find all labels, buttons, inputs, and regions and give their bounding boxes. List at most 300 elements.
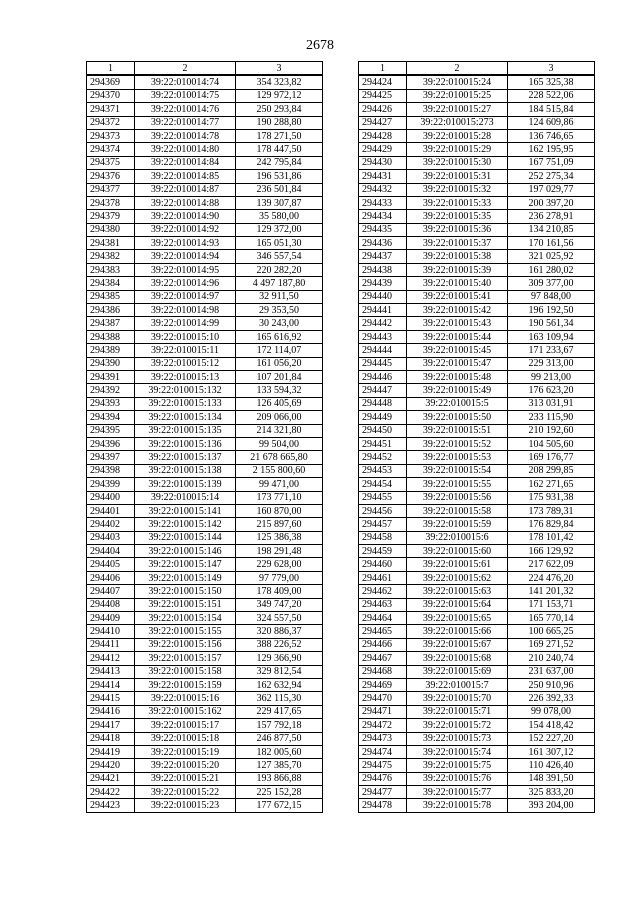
value-cell: 175 931,38 xyxy=(508,491,595,504)
header-row xyxy=(359,62,595,76)
table-row xyxy=(359,237,595,250)
cadastral-number-cell: 39:22:010015:138 xyxy=(135,464,236,477)
cadastral-number-cell: 39:22:010015:30 xyxy=(407,156,508,169)
table-row xyxy=(87,370,323,383)
row-number-cell: 294411 xyxy=(87,638,135,651)
cadastral-number-cell: 39:22:010015:11 xyxy=(135,344,236,357)
row-number-cell: 294470 xyxy=(359,692,407,705)
cadastral-number-cell: 39:22:010015:73 xyxy=(407,732,508,745)
value-cell: 214 321,80 xyxy=(236,424,323,437)
value-cell: 99 213,00 xyxy=(508,370,595,383)
row-number-cell: 294478 xyxy=(359,799,407,812)
row-number-cell: 294404 xyxy=(87,545,135,558)
table-row xyxy=(87,304,323,317)
value-cell: 32 911,50 xyxy=(236,290,323,303)
cadastral-number-cell: 39:22:010015:77 xyxy=(407,786,508,799)
row-number-cell: 294417 xyxy=(87,719,135,732)
table-row xyxy=(359,290,595,303)
cadastral-number-cell: 39:22:010015:64 xyxy=(407,598,508,611)
cadastral-number-cell: 39:22:010015:53 xyxy=(407,451,508,464)
table-row xyxy=(87,518,323,531)
value-cell: 220 282,20 xyxy=(236,263,323,276)
cadastral-number-cell: 39:22:010014:77 xyxy=(135,116,236,129)
table-row xyxy=(87,719,323,732)
cadastral-number-cell: 39:22:010014:94 xyxy=(135,250,236,263)
row-number-cell: 294378 xyxy=(87,196,135,209)
row-number-cell: 294432 xyxy=(359,183,407,196)
row-number-cell: 294402 xyxy=(87,518,135,531)
value-cell: 210 240,74 xyxy=(508,652,595,665)
value-cell: 231 637,00 xyxy=(508,665,595,678)
cadastral-number-cell: 39:22:010015:78 xyxy=(407,799,508,812)
table-row xyxy=(359,330,595,343)
cadastral-number-cell: 39:22:010014:92 xyxy=(135,223,236,236)
value-cell: 167 751,09 xyxy=(508,156,595,169)
cadastral-number-cell: 39:22:010015:139 xyxy=(135,478,236,491)
table-row xyxy=(87,75,323,89)
row-number-cell: 294460 xyxy=(359,558,407,571)
row-number-cell: 294420 xyxy=(87,759,135,772)
cadastral-number-cell: 39:22:010014:76 xyxy=(135,103,236,116)
table-row xyxy=(359,598,595,611)
table-row xyxy=(87,585,323,598)
right-table-body xyxy=(359,75,595,812)
row-number-cell: 294467 xyxy=(359,652,407,665)
row-number-cell: 294441 xyxy=(359,304,407,317)
value-cell: 129 372,00 xyxy=(236,223,323,236)
value-cell: 309 377,00 xyxy=(508,277,595,290)
value-cell: 169 271,52 xyxy=(508,638,595,651)
cadastral-number-cell: 39:22:010015:273 xyxy=(407,116,508,129)
table-row xyxy=(359,75,595,89)
cadastral-number-cell: 39:22:010015:17 xyxy=(135,719,236,732)
cadastral-number-cell: 39:22:010015:47 xyxy=(407,357,508,370)
cadastral-number-cell: 39:22:010014:84 xyxy=(135,156,236,169)
value-cell: 228 522,06 xyxy=(508,89,595,102)
row-number-cell: 294454 xyxy=(359,478,407,491)
value-cell: 99 504,00 xyxy=(236,437,323,450)
table-row xyxy=(359,705,595,718)
cadastral-number-cell: 39:22:010015:159 xyxy=(135,678,236,691)
value-cell: 198 291,48 xyxy=(236,545,323,558)
row-number-cell: 294424 xyxy=(359,75,407,89)
row-number-cell: 294434 xyxy=(359,210,407,223)
table-row xyxy=(87,250,323,263)
value-cell: 393 204,00 xyxy=(508,799,595,812)
table-row xyxy=(87,330,323,343)
cadastral-number-cell: 39:22:010015:134 xyxy=(135,411,236,424)
value-cell: 196 192,50 xyxy=(508,304,595,317)
cadastral-number-cell: 39:22:010015:54 xyxy=(407,464,508,477)
row-number-cell: 294435 xyxy=(359,223,407,236)
table-row xyxy=(87,705,323,718)
table-row xyxy=(359,571,595,584)
value-cell: 210 192,60 xyxy=(508,424,595,437)
cadastral-number-cell: 39:22:010015:72 xyxy=(407,719,508,732)
table-row xyxy=(87,237,323,250)
table-row xyxy=(359,799,595,812)
row-number-cell: 294374 xyxy=(87,143,135,156)
cadastral-number-cell: 39:22:010014:78 xyxy=(135,129,236,142)
table-row xyxy=(359,357,595,370)
table-row xyxy=(87,692,323,705)
cadastral-number-cell: 39:22:010014:74 xyxy=(135,75,236,89)
value-cell: 4 497 187,80 xyxy=(236,277,323,290)
value-cell: 173 789,31 xyxy=(508,504,595,517)
row-number-cell: 294386 xyxy=(87,304,135,317)
row-number-cell: 294436 xyxy=(359,237,407,250)
row-number-cell: 294449 xyxy=(359,411,407,424)
table-row xyxy=(359,518,595,531)
value-cell: 21 678 665,80 xyxy=(236,451,323,464)
value-cell: 30 243,00 xyxy=(236,317,323,330)
table-row xyxy=(359,464,595,477)
row-number-cell: 294419 xyxy=(87,745,135,758)
value-cell: 124 609,86 xyxy=(508,116,595,129)
table-row xyxy=(359,116,595,129)
value-cell: 110 426,40 xyxy=(508,759,595,772)
row-number-cell: 294475 xyxy=(359,759,407,772)
table-row xyxy=(87,170,323,183)
cadastral-number-cell: 39:22:010014:95 xyxy=(135,263,236,276)
value-cell: 139 307,87 xyxy=(236,196,323,209)
cadastral-number-cell: 39:22:010014:80 xyxy=(135,143,236,156)
value-cell: 252 275,34 xyxy=(508,170,595,183)
table-row xyxy=(87,437,323,450)
cadastral-number-cell: 39:22:010015:76 xyxy=(407,772,508,785)
row-number-cell: 294377 xyxy=(87,183,135,196)
row-number-cell: 294399 xyxy=(87,478,135,491)
value-cell: 246 877,50 xyxy=(236,732,323,745)
cadastral-number-cell: 39:22:010015:25 xyxy=(407,89,508,102)
cadastral-number-cell: 39:22:010014:99 xyxy=(135,317,236,330)
table-row xyxy=(87,652,323,665)
cadastral-number-cell: 39:22:010015:63 xyxy=(407,585,508,598)
value-cell: 141 201,32 xyxy=(508,585,595,598)
value-cell: 161 280,02 xyxy=(508,263,595,276)
row-number-cell: 294388 xyxy=(87,330,135,343)
cadastral-number-cell: 39:22:010015:136 xyxy=(135,437,236,450)
table-row xyxy=(359,719,595,732)
row-number-cell: 294390 xyxy=(87,357,135,370)
cadastral-number-cell: 39:22:010015:58 xyxy=(407,504,508,517)
row-number-cell: 294465 xyxy=(359,625,407,638)
table-row xyxy=(359,143,595,156)
value-cell: 217 622,09 xyxy=(508,558,595,571)
table-row xyxy=(359,196,595,209)
cadastral-number-cell: 39:22:010015:33 xyxy=(407,196,508,209)
row-number-cell: 294413 xyxy=(87,665,135,678)
cadastral-number-cell: 39:22:010014:87 xyxy=(135,183,236,196)
value-cell: 169 176,77 xyxy=(508,451,595,464)
row-number-cell: 294431 xyxy=(359,170,407,183)
cadastral-number-cell: 39:22:010015:20 xyxy=(135,759,236,772)
cadastral-number-cell: 39:22:010015:40 xyxy=(407,277,508,290)
cadastral-number-cell: 39:22:010015:132 xyxy=(135,384,236,397)
table-row xyxy=(359,451,595,464)
row-number-cell: 294444 xyxy=(359,344,407,357)
table-row xyxy=(359,491,595,504)
value-cell: 134 210,85 xyxy=(508,223,595,236)
table-row xyxy=(87,545,323,558)
cadastral-number-cell: 39:22:010015:44 xyxy=(407,330,508,343)
table-row xyxy=(359,170,595,183)
cadastral-number-cell: 39:22:010015:162 xyxy=(135,705,236,718)
cadastral-number-cell: 39:22:010015:28 xyxy=(407,129,508,142)
row-number-cell: 294433 xyxy=(359,196,407,209)
value-cell: 197 029,77 xyxy=(508,183,595,196)
row-number-cell: 294438 xyxy=(359,263,407,276)
table-row xyxy=(359,411,595,424)
row-number-cell: 294384 xyxy=(87,277,135,290)
value-cell: 165 325,38 xyxy=(508,75,595,89)
row-number-cell: 294461 xyxy=(359,571,407,584)
table-row xyxy=(87,89,323,102)
table-row xyxy=(359,424,595,437)
cadastral-number-cell: 39:22:010015:67 xyxy=(407,638,508,651)
table-row xyxy=(359,183,595,196)
value-cell: 29 353,50 xyxy=(236,304,323,317)
cadastral-number-cell: 39:22:010015:156 xyxy=(135,638,236,651)
cadastral-number-cell: 39:22:010015:74 xyxy=(407,745,508,758)
value-cell: 313 031,91 xyxy=(508,397,595,410)
cadastral-number-cell: 39:22:010015:19 xyxy=(135,745,236,758)
table-row xyxy=(87,317,323,330)
cadastral-number-cell: 39:22:010015:41 xyxy=(407,290,508,303)
value-cell: 104 505,60 xyxy=(508,437,595,450)
table-row xyxy=(359,304,595,317)
value-cell: 178 101,42 xyxy=(508,531,595,544)
table-row xyxy=(359,89,595,102)
cadastral-number-cell: 39:22:010015:144 xyxy=(135,531,236,544)
cadastral-number-cell: 39:22:010015:55 xyxy=(407,478,508,491)
cadastral-number-cell: 39:22:010015:146 xyxy=(135,545,236,558)
cadastral-number-cell: 39:22:010014:98 xyxy=(135,304,236,317)
row-number-cell: 294464 xyxy=(359,612,407,625)
value-cell: 2 155 800,60 xyxy=(236,464,323,477)
cadastral-number-cell: 39:22:010015:66 xyxy=(407,625,508,638)
cadastral-number-cell: 39:22:010015:52 xyxy=(407,437,508,450)
value-cell: 163 109,94 xyxy=(508,330,595,343)
cadastral-number-cell: 39:22:010014:93 xyxy=(135,237,236,250)
cadastral-number-cell: 39:22:010015:59 xyxy=(407,518,508,531)
table-row xyxy=(87,678,323,691)
value-cell: 178 271,50 xyxy=(236,129,323,142)
table-row xyxy=(359,397,595,410)
row-number-cell: 294452 xyxy=(359,451,407,464)
table-row xyxy=(87,799,323,812)
value-cell: 125 386,38 xyxy=(236,531,323,544)
value-cell: 176 829,84 xyxy=(508,518,595,531)
page-number: 2678 xyxy=(306,38,334,53)
cadastral-number-cell: 39:22:010015:37 xyxy=(407,237,508,250)
table-row xyxy=(359,384,595,397)
cadastral-number-cell: 39:22:010015:158 xyxy=(135,665,236,678)
table-row xyxy=(359,103,595,116)
value-cell: 165 770,14 xyxy=(508,612,595,625)
table-row xyxy=(87,116,323,129)
row-number-cell: 294451 xyxy=(359,437,407,450)
table-row xyxy=(359,786,595,799)
table-row xyxy=(359,692,595,705)
value-cell: 148 391,50 xyxy=(508,772,595,785)
value-cell: 320 886,37 xyxy=(236,625,323,638)
table-row xyxy=(87,772,323,785)
cadastral-number-cell: 39:22:010015:36 xyxy=(407,223,508,236)
row-number-cell: 294459 xyxy=(359,545,407,558)
row-number-cell: 294415 xyxy=(87,692,135,705)
row-number-cell: 294426 xyxy=(359,103,407,116)
table-row xyxy=(359,437,595,450)
table-row xyxy=(359,545,595,558)
row-number-cell: 294376 xyxy=(87,170,135,183)
row-number-cell: 294375 xyxy=(87,156,135,169)
value-cell: 161 056,20 xyxy=(236,357,323,370)
value-cell: 178 447,50 xyxy=(236,143,323,156)
table-row xyxy=(359,504,595,517)
row-number-cell: 294476 xyxy=(359,772,407,785)
cadastral-number-cell: 39:22:010014:97 xyxy=(135,290,236,303)
table-row xyxy=(359,370,595,383)
cadastral-number-cell: 39:22:010015:50 xyxy=(407,411,508,424)
table-row xyxy=(87,598,323,611)
value-cell: 152 227,20 xyxy=(508,732,595,745)
row-number-cell: 294369 xyxy=(87,75,135,89)
row-number-cell: 294469 xyxy=(359,678,407,691)
row-number-cell: 294394 xyxy=(87,411,135,424)
row-number-cell: 294401 xyxy=(87,504,135,517)
table-row xyxy=(359,638,595,651)
value-cell: 349 747,20 xyxy=(236,598,323,611)
row-number-cell: 294395 xyxy=(87,424,135,437)
value-cell: 209 066,00 xyxy=(236,411,323,424)
table-row xyxy=(87,571,323,584)
row-number-cell: 294456 xyxy=(359,504,407,517)
cadastral-number-cell: 39:22:010015:6 xyxy=(407,531,508,544)
cadastral-number-cell: 39:22:010015:5 xyxy=(407,397,508,410)
table-row xyxy=(359,612,595,625)
cadastral-number-cell: 39:22:010015:61 xyxy=(407,558,508,571)
value-cell: 127 385,70 xyxy=(236,759,323,772)
row-number-cell: 294379 xyxy=(87,210,135,223)
table-row xyxy=(87,156,323,169)
cadastral-number-cell: 39:22:010015:56 xyxy=(407,491,508,504)
value-cell: 97 848,00 xyxy=(508,290,595,303)
table-row xyxy=(87,129,323,142)
cadastral-number-cell: 39:22:010015:7 xyxy=(407,678,508,691)
value-cell: 170 161,56 xyxy=(508,237,595,250)
row-number-cell: 294406 xyxy=(87,571,135,584)
table-row xyxy=(87,504,323,517)
row-number-cell: 294423 xyxy=(87,799,135,812)
cadastral-number-cell: 39:22:010015:65 xyxy=(407,612,508,625)
table-row xyxy=(359,210,595,223)
cadastral-number-cell: 39:22:010015:69 xyxy=(407,665,508,678)
table-row xyxy=(87,732,323,745)
row-number-cell: 294439 xyxy=(359,277,407,290)
cadastral-number-cell: 39:22:010015:43 xyxy=(407,317,508,330)
row-number-cell: 294430 xyxy=(359,156,407,169)
row-number-cell: 294418 xyxy=(87,732,135,745)
value-cell: 99 078,00 xyxy=(508,705,595,718)
cadastral-number-cell: 39:22:010015:68 xyxy=(407,652,508,665)
value-cell: 157 792,18 xyxy=(236,719,323,732)
cadastral-number-cell: 39:22:010015:39 xyxy=(407,263,508,276)
table-row xyxy=(87,223,323,236)
row-number-cell: 294381 xyxy=(87,237,135,250)
row-number-cell: 294396 xyxy=(87,437,135,450)
cadastral-number-cell: 39:22:010015:14 xyxy=(135,491,236,504)
table-row xyxy=(359,625,595,638)
row-number-cell: 294455 xyxy=(359,491,407,504)
table-row xyxy=(87,625,323,638)
value-cell: 162 632,94 xyxy=(236,678,323,691)
value-cell: 190 561,34 xyxy=(508,317,595,330)
cadastral-number-cell: 39:22:010015:51 xyxy=(407,424,508,437)
row-number-cell: 294422 xyxy=(87,786,135,799)
value-cell: 215 897,60 xyxy=(236,518,323,531)
table-row xyxy=(359,759,595,772)
cadastral-number-cell: 39:22:010015:38 xyxy=(407,250,508,263)
cadastral-number-cell: 39:22:010015:147 xyxy=(135,558,236,571)
cadastral-number-cell: 39:22:010015:62 xyxy=(407,571,508,584)
cadastral-number-cell: 39:22:010015:154 xyxy=(135,612,236,625)
table-row xyxy=(87,759,323,772)
table-row xyxy=(359,585,595,598)
value-cell: 250 910,96 xyxy=(508,678,595,691)
value-cell: 129 366,90 xyxy=(236,652,323,665)
row-number-cell: 294468 xyxy=(359,665,407,678)
row-number-cell: 294370 xyxy=(87,89,135,102)
cadastral-number-cell: 39:22:010015:135 xyxy=(135,424,236,437)
value-cell: 100 665,25 xyxy=(508,625,595,638)
value-cell: 162 195,95 xyxy=(508,143,595,156)
row-number-cell: 294445 xyxy=(359,357,407,370)
row-number-cell: 294425 xyxy=(359,89,407,102)
cadastral-number-cell: 39:22:010015:18 xyxy=(135,732,236,745)
value-cell: 177 672,15 xyxy=(236,799,323,812)
row-number-cell: 294398 xyxy=(87,464,135,477)
row-number-cell: 294389 xyxy=(87,344,135,357)
value-cell: 354 323,82 xyxy=(236,75,323,89)
value-cell: 165 616,92 xyxy=(236,330,323,343)
table-row xyxy=(359,772,595,785)
cadastral-number-cell: 39:22:010015:45 xyxy=(407,344,508,357)
table-row xyxy=(359,344,595,357)
cadastral-number-cell: 39:22:010015:49 xyxy=(407,384,508,397)
cadastral-number-cell: 39:22:010015:23 xyxy=(135,799,236,812)
cadastral-number-cell: 39:22:010015:150 xyxy=(135,585,236,598)
row-number-cell: 294408 xyxy=(87,598,135,611)
table-row xyxy=(87,210,323,223)
table-row xyxy=(87,183,323,196)
cadastral-number-cell: 39:22:010015:31 xyxy=(407,170,508,183)
table-row xyxy=(359,531,595,544)
value-cell: 162 271,65 xyxy=(508,478,595,491)
row-number-cell: 294397 xyxy=(87,451,135,464)
row-number-cell: 294403 xyxy=(87,531,135,544)
row-number-cell: 294405 xyxy=(87,558,135,571)
cadastral-number-cell: 39:22:010014:90 xyxy=(135,210,236,223)
table-row xyxy=(87,665,323,678)
value-cell: 184 515,84 xyxy=(508,103,595,116)
row-number-cell: 294437 xyxy=(359,250,407,263)
row-number-cell: 294407 xyxy=(87,585,135,598)
table-row xyxy=(87,357,323,370)
table-row xyxy=(87,290,323,303)
cadastral-number-cell: 39:22:010015:142 xyxy=(135,518,236,531)
row-number-cell: 294393 xyxy=(87,397,135,410)
